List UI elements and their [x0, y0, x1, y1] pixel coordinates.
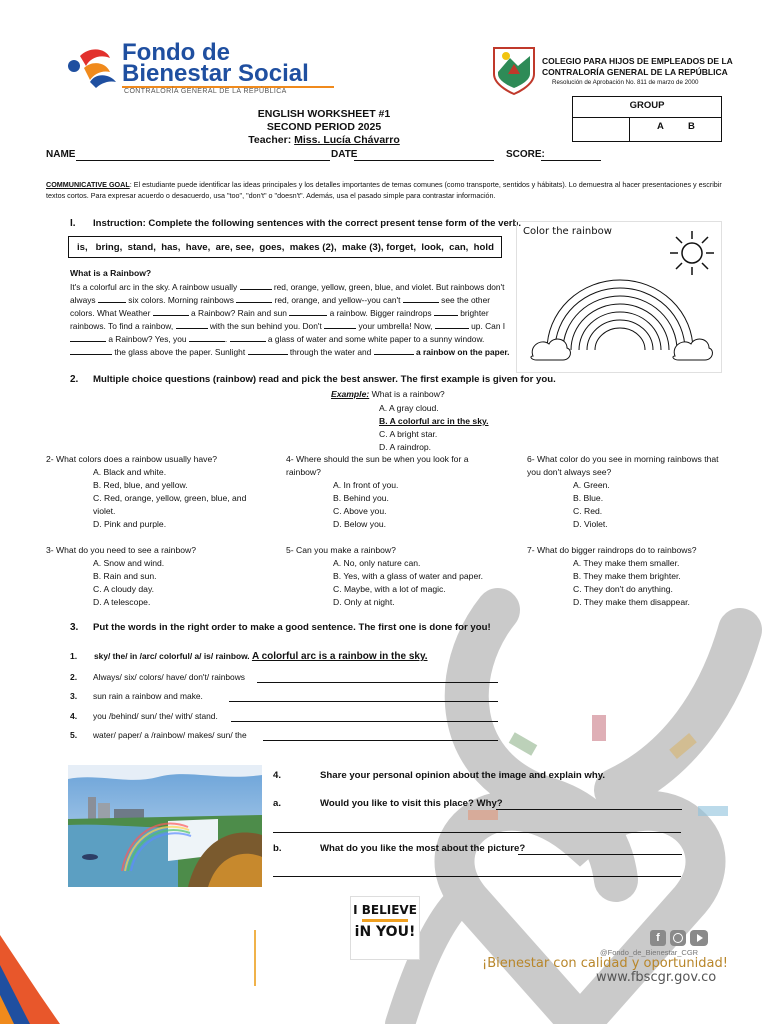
- answer-line-a2[interactable]: [273, 832, 681, 833]
- date-field[interactable]: [354, 160, 494, 161]
- answer-option[interactable]: D. Below you.: [333, 519, 387, 529]
- word-bank: is, bring, stand, has, have, are, see, goes, makes (2), make (3), forget, look, can, hold: [68, 236, 502, 258]
- footer-divider: [254, 930, 256, 986]
- answer-line[interactable]: [257, 682, 498, 683]
- answer-option[interactable]: D. Only at night.: [333, 597, 395, 607]
- watermark-graphic: [380, 540, 768, 1024]
- worksheet-title-block: [0, 108, 648, 147]
- school-crest: [490, 44, 538, 96]
- blank-input[interactable]: [236, 294, 272, 303]
- communicative-goal: [46, 180, 722, 201]
- believe-sticker: [350, 896, 420, 960]
- question-5: 5- Can you make a rainbow?: [286, 545, 396, 555]
- score-field[interactable]: [541, 160, 601, 161]
- teacher-line: [0, 134, 648, 147]
- blank-input[interactable]: [434, 307, 458, 316]
- blank-input[interactable]: [189, 333, 225, 342]
- answer-option[interactable]: C. Above you.: [333, 506, 387, 516]
- question-7: 7- What do bigger raindrops do to rainbows?: [527, 545, 697, 555]
- section2-number: 2.: [70, 374, 79, 385]
- section3-number: 3.: [70, 622, 79, 633]
- answer-line[interactable]: [231, 721, 498, 722]
- score-label: SCORE:: [506, 149, 545, 160]
- blank-input[interactable]: [70, 333, 106, 342]
- color-rainbow-caption: Color the rainbow: [523, 226, 612, 237]
- answer-line[interactable]: [263, 740, 498, 741]
- answer-option[interactable]: D. Pink and purple.: [93, 519, 167, 529]
- question-a-label: a.: [273, 798, 282, 809]
- answer-option[interactable]: C. Maybe, with a lot of magic.: [333, 584, 446, 594]
- answer-option[interactable]: B. Rain and sun.: [93, 571, 157, 581]
- goal-text: : El estudiante puede identificar las ideas principales y los detalles importantes de temas comunes (como transporte, sentidos y hábitats). Lo demuestra al hacer presentaciones y escribir textos cortos. Para expresar acuerdo o desacuerdo, usa "too", "don't" o "doesn't". Además, usa el pasado simple para contrastar información.: [46, 180, 722, 200]
- teacher-label: Teacher:: [248, 134, 292, 146]
- section3-instruction: Put the words in the right order to make a good sentence. The first one is done for you!: [93, 622, 491, 633]
- answer-option[interactable]: D. Violet.: [573, 519, 608, 529]
- answer-option[interactable]: A. Green.: [573, 480, 610, 490]
- passage-line-2: always six colors. Morning rainbows red, orange, and yellow--you can't see the other: [70, 295, 491, 305]
- answer-option[interactable]: A. No, only nature can.: [333, 558, 421, 568]
- group-a-option[interactable]: A: [657, 121, 664, 132]
- order-item-number: 5.: [70, 730, 78, 740]
- example-block: [331, 389, 445, 399]
- question-4: 4- Where should the sun be when you look for a rainbow?: [286, 454, 469, 477]
- school-line1: COLEGIO PARA HIJOS DE EMPLEADOS DE LA: [542, 56, 733, 66]
- order-item-number: 4.: [70, 711, 78, 721]
- waterfall-photo-art: [68, 765, 262, 887]
- passage-line-6: the glass above the paper. Sunlight through the water and a rainbow on the paper.: [70, 346, 506, 359]
- answer-option[interactable]: A. Snow and wind.: [93, 558, 165, 568]
- answer-option[interactable]: D. They make them disappear.: [573, 597, 690, 607]
- school-crest-icon: [490, 44, 538, 96]
- answer-line-b2[interactable]: [273, 876, 681, 877]
- date-label: DATE: [331, 149, 358, 160]
- example-label: Example:: [331, 389, 370, 399]
- question-2: 2- What colors does a rainbow usually have?: [46, 454, 218, 464]
- corner-decoration: [0, 925, 70, 1024]
- org-subtitle: CONTRALORÍA GENERAL DE LA REPÚBLICA: [124, 88, 287, 95]
- order-item-number: 1.: [70, 651, 78, 661]
- answer-option[interactable]: B. Yes, with a glass of water and paper.: [333, 571, 484, 581]
- example-option: A. A gray cloud.: [379, 403, 439, 413]
- blank-input[interactable]: [289, 307, 327, 316]
- answer-option[interactable]: B. They make them brighter.: [573, 571, 681, 581]
- blank-input[interactable]: [248, 346, 288, 355]
- blank-input[interactable]: [153, 307, 189, 316]
- school-line2: CONTRALORÍA GENERAL DE LA REPÚBLICA: [542, 67, 728, 77]
- question-6: 6- What color do you see in morning rainbows that you don't always see?: [527, 454, 719, 477]
- worksheet-period: SECOND PERIOD 2025: [266, 121, 382, 133]
- school-resolution: Resolución de Aprobación No. 811 de marzo de 2000: [552, 79, 699, 86]
- name-field[interactable]: [76, 160, 330, 161]
- group-label: GROUP: [573, 97, 721, 118]
- name-label: NAME: [46, 149, 76, 160]
- answer-line[interactable]: [229, 701, 498, 702]
- answer-option[interactable]: B. Blue.: [573, 493, 604, 503]
- answer-option[interactable]: A. They make them smaller.: [573, 558, 680, 568]
- blank-input[interactable]: [324, 320, 356, 329]
- passage-line-3: colors. What Weather a Rainbow? Rain and sun a rainbow. Bigger raindrops brighter: [70, 308, 489, 318]
- sticker-line2: iN YOU!: [354, 924, 416, 940]
- instagram-icon[interactable]: [670, 930, 686, 946]
- example-question: What is a rainbow?: [371, 389, 445, 399]
- order-item-number: 3.: [70, 691, 78, 701]
- section1-number: I.: [70, 218, 76, 229]
- waterfall-photo: [68, 765, 262, 887]
- question-b-text: What do you like the most about the picture?: [320, 843, 526, 854]
- answer-option[interactable]: C. Red, orange, yellow, green, blue, and: [93, 493, 247, 503]
- answer-option[interactable]: A. Black and white.: [93, 467, 167, 477]
- question-b-label: b.: [273, 843, 282, 854]
- fbs-logo: [60, 42, 124, 88]
- passage: [70, 281, 510, 359]
- answer-line-a[interactable]: [496, 809, 682, 810]
- group-b-option[interactable]: B: [688, 121, 695, 132]
- pencil-icon: [362, 919, 408, 922]
- footer-website[interactable]: www.fbscgr.gov.co: [596, 970, 717, 985]
- school-name: [542, 56, 733, 78]
- answer-line-b[interactable]: [518, 854, 682, 855]
- order-item-words: sky/ the/ in /arc/ colorful/ a/ is/ rainbow. A colorful arc is a rainbow in the sky.: [94, 651, 428, 662]
- section4-instruction: Share your personal opinion about the image and explain why.: [320, 770, 606, 781]
- question-3: 3- What do you need to see a rainbow?: [46, 545, 197, 555]
- order-item-words: water/ paper/ a /rainbow/ makes/ sun/ the: [93, 730, 247, 740]
- blank-input[interactable]: [240, 281, 272, 290]
- passage-line-5: a Rainbow? Yes, you . a glass of water and some white paper to a sunny window.: [70, 333, 506, 346]
- passage-line-4: rainbows. To find a rainbow, with the sun behind you. Don't your umbrella! Now, up. Can I: [70, 321, 506, 331]
- youtube-icon[interactable]: [690, 930, 708, 946]
- footer-slogan: ¡Bienestar con calidad y oportunidad!: [482, 956, 728, 971]
- fbs-logo-icon: [60, 42, 124, 88]
- order-item-words: you /behind/ sun/ the/ with/ stand.: [93, 711, 218, 721]
- answer-option[interactable]: B. Red, blue, and yellow.: [93, 480, 188, 490]
- color-rainbow-image: [516, 221, 722, 373]
- order-item-answer: A colorful arc is a rainbow in the sky.: [251, 651, 428, 662]
- passage-title: What is a Rainbow?: [70, 268, 152, 278]
- goal-label: COMMUNICATIVE GOAL: [46, 180, 130, 189]
- answer-option[interactable]: C. Red.: [573, 506, 603, 516]
- section2-instruction: Multiple choice questions (rainbow) read and pick the best answer. The first example is given for you.: [93, 374, 556, 385]
- blank-input[interactable]: [435, 320, 469, 329]
- question-a-text: Would you like to visit this place? Why?: [320, 798, 503, 809]
- sticker-line1: I BELIEVE: [353, 903, 417, 917]
- section4-number: 4.: [273, 770, 282, 781]
- answer-option[interactable]: D. A telescope.: [93, 597, 151, 607]
- blank-input[interactable]: [176, 320, 208, 329]
- org-name: [122, 39, 309, 87]
- answer-option[interactable]: C. A cloudy day.: [93, 584, 154, 594]
- blank-input[interactable]: [403, 294, 439, 303]
- section1-instruction: Instruction: Complete the following sentences with the correct present tense form of the verb.: [93, 218, 522, 229]
- social-handle: @Fondo_de_Bienestar_CGR: [600, 948, 699, 957]
- social-icons: [650, 930, 708, 946]
- corner-decoration-shape: [0, 925, 70, 1024]
- order-item-number: 2.: [70, 672, 78, 682]
- example-option-correct: B. A colorful arc in the sky.: [379, 416, 489, 426]
- org-name-line2: Bienestar Social: [122, 60, 309, 87]
- blank-input[interactable]: [98, 294, 126, 303]
- blank-input[interactable]: [374, 346, 414, 355]
- answer-option-cont[interactable]: violet.: [93, 506, 116, 516]
- example-option: C. A bright star.: [379, 429, 438, 439]
- blank-input[interactable]: [70, 346, 112, 355]
- example-option: D. A raindrop.: [379, 442, 432, 452]
- answer-option[interactable]: A. In front of you.: [333, 480, 399, 490]
- blank-input[interactable]: [230, 333, 266, 342]
- rainbow-outline: [525, 266, 715, 370]
- worksheet-title: ENGLISH WORKSHEET #1: [257, 108, 391, 120]
- order-item-words: Always/ six/ colors/ have/ don't/ rainbows: [93, 672, 245, 682]
- facebook-icon[interactable]: f: [650, 930, 666, 946]
- order-item-words: sun rain a rainbow and make.: [93, 691, 203, 701]
- answer-option[interactable]: B. Behind you.: [333, 493, 389, 503]
- teacher-name: Miss. Lucía Chávarro: [294, 134, 400, 146]
- org-name-line1: Fondo de: [122, 39, 230, 66]
- passage-line-1: It's a colorful arc in the sky. A rainbow usually red, orange, yellow, green, blue, and violet. But rainbows don't: [70, 282, 505, 292]
- answer-option[interactable]: C. They don't do anything.: [573, 584, 673, 594]
